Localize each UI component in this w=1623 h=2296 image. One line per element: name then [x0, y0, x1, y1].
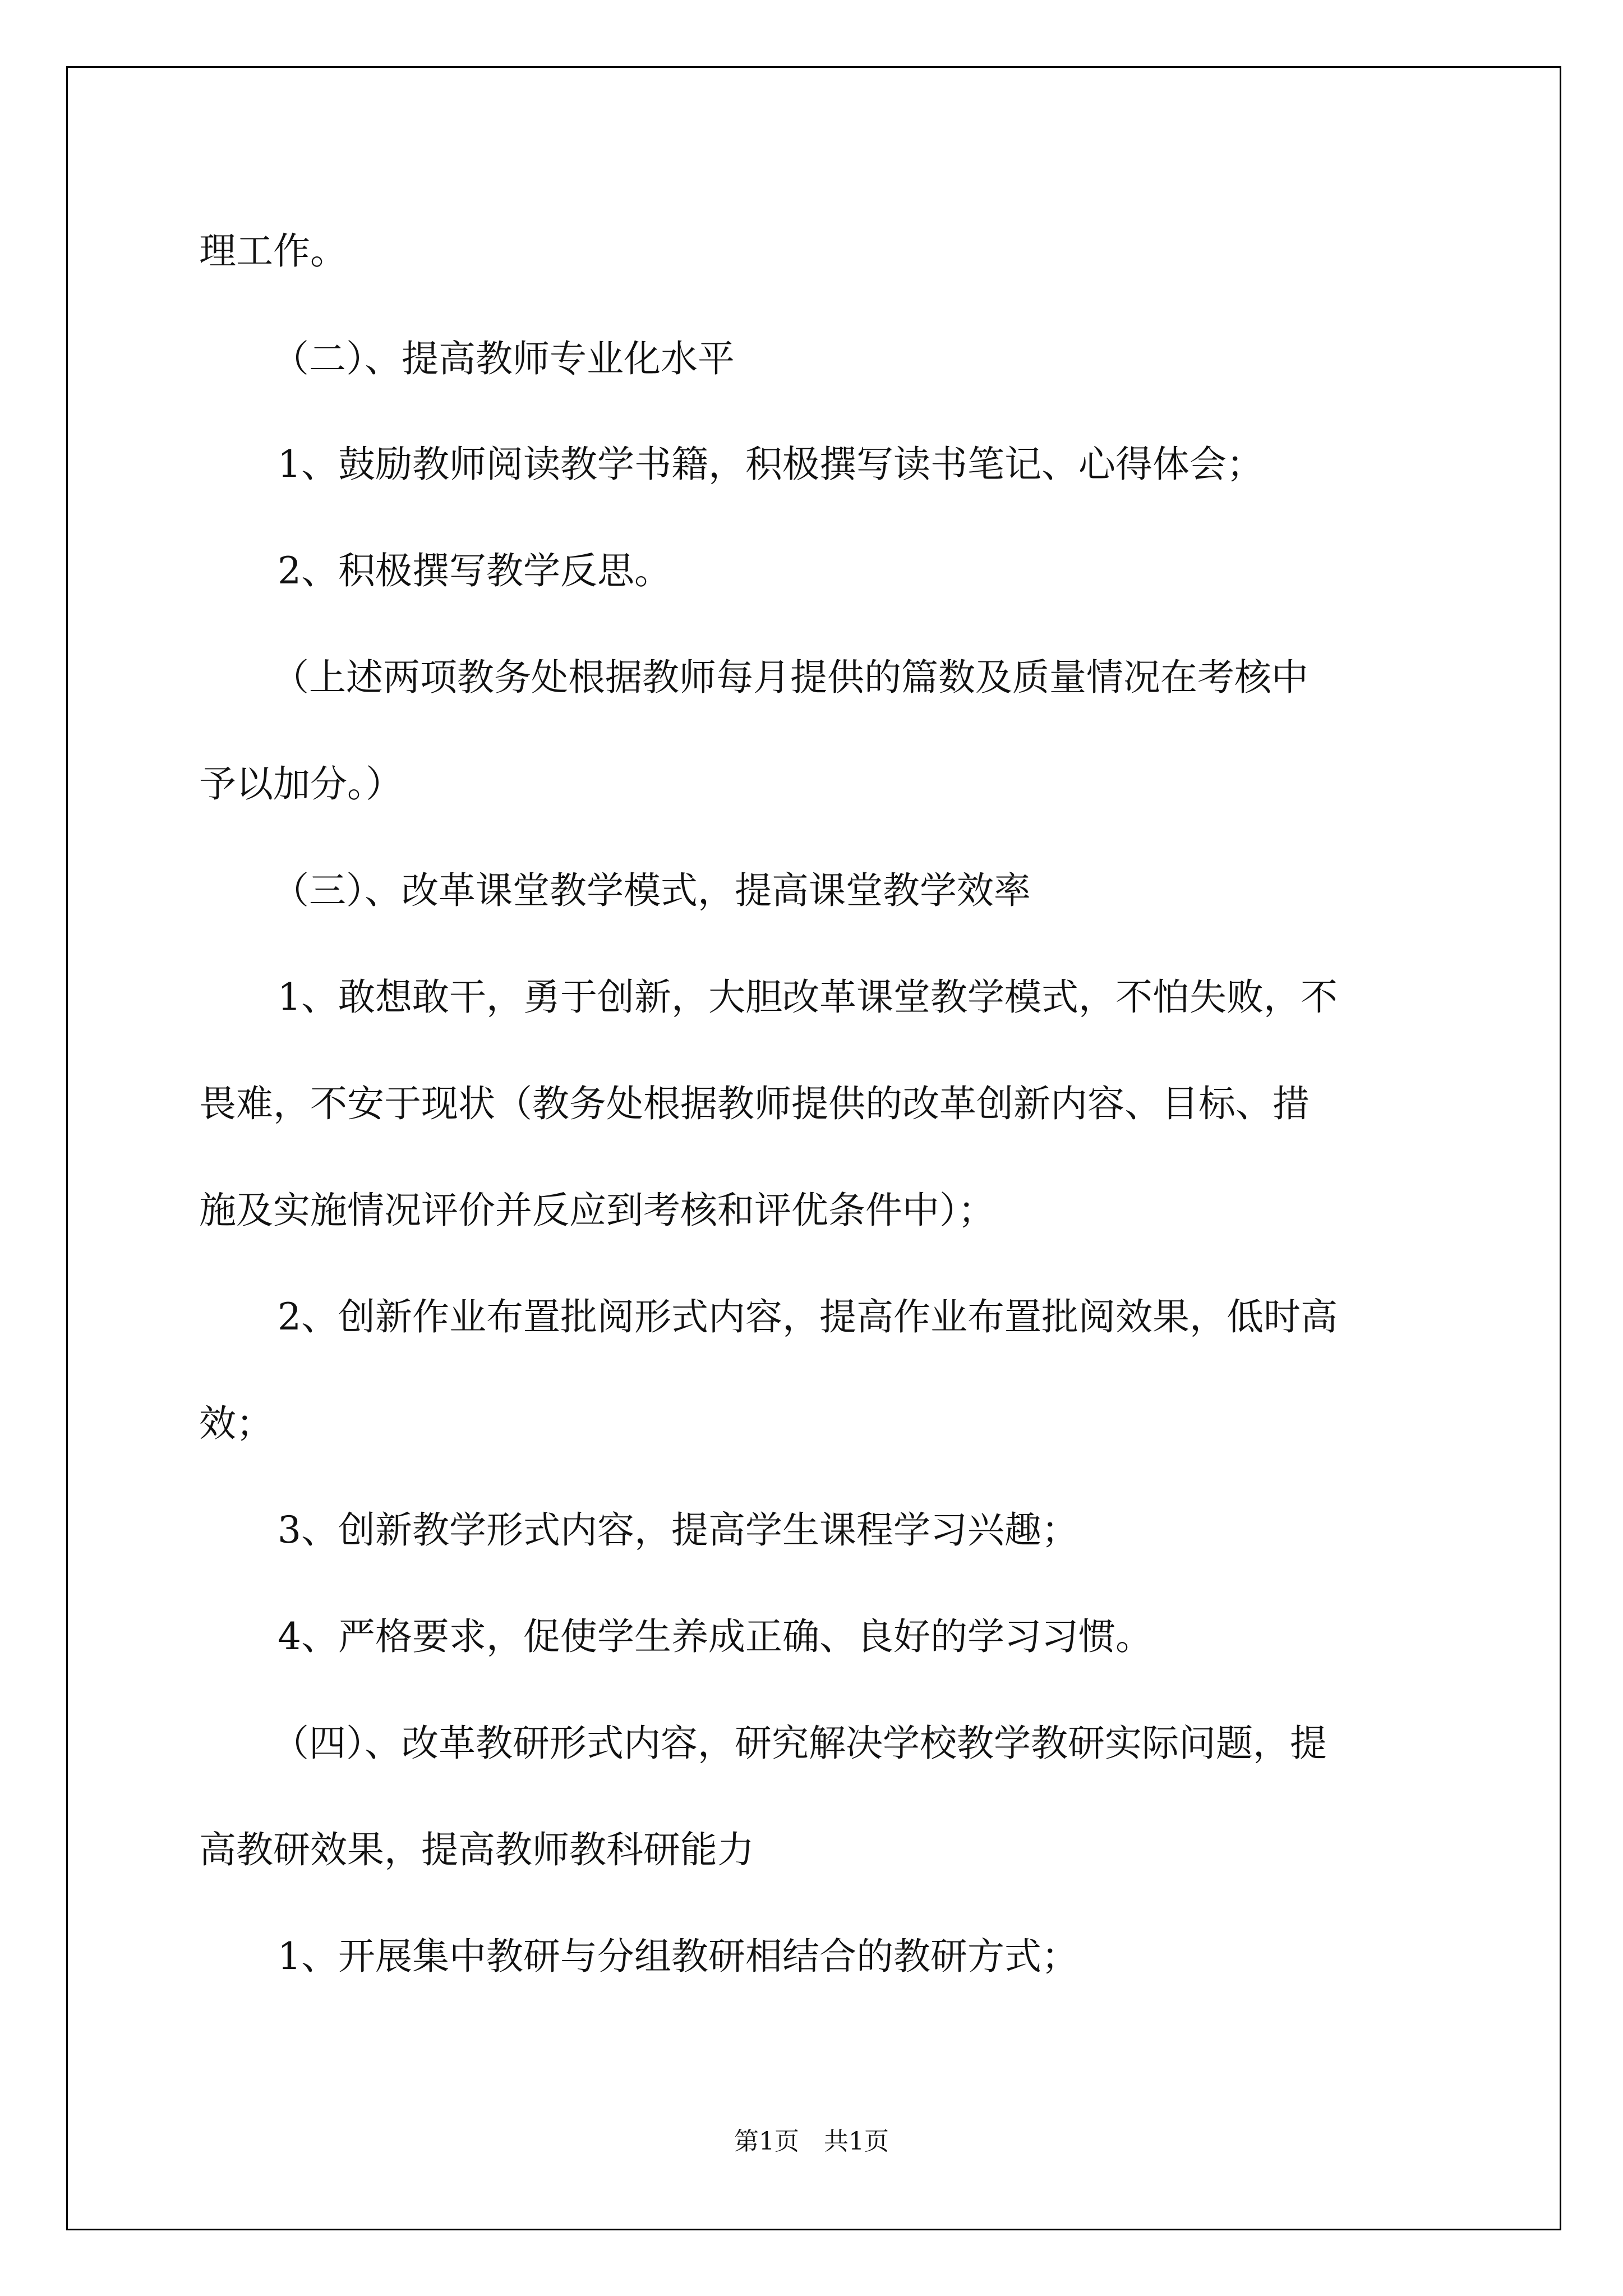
text-line: 高教研效果，提高教师教科研能力: [199, 1828, 754, 1871]
text-line: 1、开展集中教研与分组教研相结合的教研方式；: [278, 1935, 1078, 1978]
section-heading: （三）、改革课堂教学模式，提高课堂教学效率: [272, 869, 1031, 912]
text-line: 施及实施情况评价并反应到考核和评优条件中）；: [199, 1189, 995, 1232]
section-heading: （四）、改革教研形式内容，研究解决学校教学教研实际问题，提: [272, 1722, 1327, 1765]
text-line: 2、创新作业布置批阅形式内容，提高作业布置批阅效果，低时高: [278, 1295, 1338, 1338]
text-line: 畏难，不安于现状（教务处根据教师提供的改革创新内容、目标、措: [199, 1082, 1310, 1125]
text-line: 效；: [199, 1402, 273, 1445]
text-line: 1、敢想敢干，勇于创新，大胆改革课堂教学模式，不怕失败，不: [278, 976, 1338, 1019]
text-line: 2、积极撰写教学反思。: [278, 549, 671, 592]
page-number-footer: 第1页 共1页: [734, 2127, 889, 2156]
text-line: 3、创新教学形式内容，提高学生课程学习兴趣；: [278, 1508, 1078, 1552]
text-line: （上述两项教务处根据教师每月提供的篇数及质量情况在考核中: [272, 656, 1308, 699]
text-line: 1、鼓励教师阅读教学书籍，积极撰写读书笔记、心得体会；: [278, 443, 1264, 486]
text-line: 予以加分。）: [199, 762, 403, 806]
text-line: 4、严格要求，促使学生养成正确、良好的学习习惯。: [278, 1615, 1152, 1658]
text-line: 理工作。: [199, 229, 347, 273]
page-border: [66, 66, 1561, 2230]
section-heading: （二）、提高教师专业化水平: [272, 337, 735, 380]
